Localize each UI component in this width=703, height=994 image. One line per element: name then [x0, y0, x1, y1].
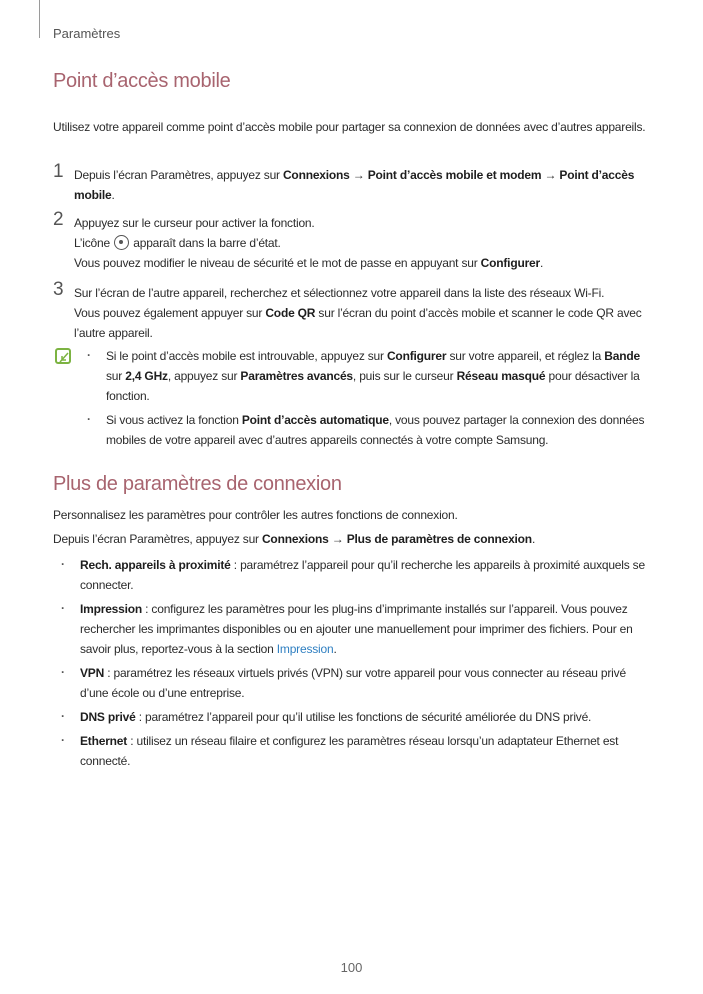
- step-text: Vous pouvez également appuyer sur: [74, 306, 266, 320]
- connection-settings-list: [53, 555, 653, 775]
- arrow: →: [541, 168, 560, 182]
- configure-term: Configurer: [480, 256, 540, 270]
- section-intro-hotspot: Utilisez votre appareil comme point d’accès mobile pour partager sa connexion de données avec d’autres appareils.: [53, 120, 646, 134]
- running-header: Paramètres: [53, 26, 121, 41]
- step-line: [74, 233, 653, 253]
- step-text: Vous pouvez modifier le niveau de sécurité et le mot de passe en appuyant sur: [74, 256, 481, 270]
- note-item: · Si vous activez la fonction Point d’accès automatique, vous pouvez partager la connexion des données mobiles de votre appareil avec d’autres appareils connectés à votre compte Samsung.: [53, 410, 653, 450]
- page-number: 100: [340, 960, 363, 975]
- step-number: 2: [53, 209, 64, 230]
- section-title-more-settings: Plus de paramètres de connexion: [53, 473, 342, 495]
- header-rule: [39, 0, 40, 38]
- list-item-vpn: · VPN : paramétrez les réseaux virtuels privés (VPN) sur votre appareil pour vous connecter au réseau privé d’une école ou d’une entreprise.: [53, 663, 653, 703]
- step-text: L’icône: [74, 236, 114, 250]
- qr-code-term: Code QR: [265, 306, 316, 320]
- note-item: · Si le point d’accès mobile est introuvable, appuyez sur Configurer sur votre appareil, et réglez la Bande sur 2,4 GHz, appuyez sur Paramètres avancés, puis sur le curseur Réseau masqué pour désactiver la fonction.: [53, 346, 653, 406]
- menu-path-hotspot: Point d’accès mobile: [74, 168, 635, 202]
- note-list: [53, 346, 653, 450]
- list-item-nearby-scan: · Rech. appareils à proximité : paramétrez l’appareil pour qu’il recherche les appareils à proximité auxquels se connecter.: [53, 555, 653, 595]
- section-intro-more-settings: Personnalisez les paramètres pour contrôler les autres fonctions de connexion.: [53, 508, 458, 522]
- step-line: [74, 253, 653, 273]
- list-item-printing: · Impression : configurez les paramètres pour les plug-ins d’imprimante installés sur l’appareil. Vous pouvez rechercher les imprimantes disponibles ou en ajouter une manuellement pour imprimer des fichiers. Pour en savoir plus, reportez-vous à la section Impression.: [53, 599, 653, 659]
- step-3: [53, 279, 653, 343]
- step-line: Appuyez sur le curseur pour activer la fonction.: [74, 216, 315, 230]
- arrow: →: [349, 168, 368, 182]
- menu-path-connexions: Connexions: [282, 168, 350, 182]
- step-text: .: [111, 188, 115, 202]
- menu-path-hotspot-modem: Point d’accès mobile et modem: [367, 168, 542, 182]
- step-number: 1: [53, 161, 64, 182]
- list-item-private-dns: · DNS privé : paramétrez l’appareil pour qu’il utilise les fonctions de sécurité améliorée du DNS privé.: [53, 707, 653, 727]
- list-item-ethernet: · Ethernet : utilisez un réseau filaire et configurez les paramètres réseau lorsqu’un adaptateur Ethernet est connecté.: [53, 731, 653, 771]
- step-2: [53, 209, 653, 273]
- step-line: [74, 303, 653, 343]
- note-box: [53, 346, 653, 454]
- step-1: [53, 161, 653, 205]
- step-number: 3: [53, 279, 64, 300]
- step-text: Depuis l’écran Paramètres, appuyez sur: [74, 168, 283, 182]
- step-text: .: [540, 256, 544, 270]
- step-line: Sur l’écran de l’autre appareil, recherchez et sélectionnez votre appareil dans la liste des réseaux Wi-Fi.: [74, 286, 605, 300]
- step-text: apparaît dans la barre d’état.: [130, 236, 281, 250]
- hotspot-icon: [114, 235, 129, 250]
- impression-link[interactable]: Impression: [276, 642, 334, 656]
- step-text: sur l’écran du point d’accès mobile et scanner le code QR avec l’autre appareil.: [74, 306, 642, 340]
- section-title-hotspot: Point d’accès mobile: [53, 70, 231, 92]
- settings-path: Depuis l’écran Paramètres, appuyez sur Connexions → Plus de paramètres de connexion.: [53, 532, 536, 546]
